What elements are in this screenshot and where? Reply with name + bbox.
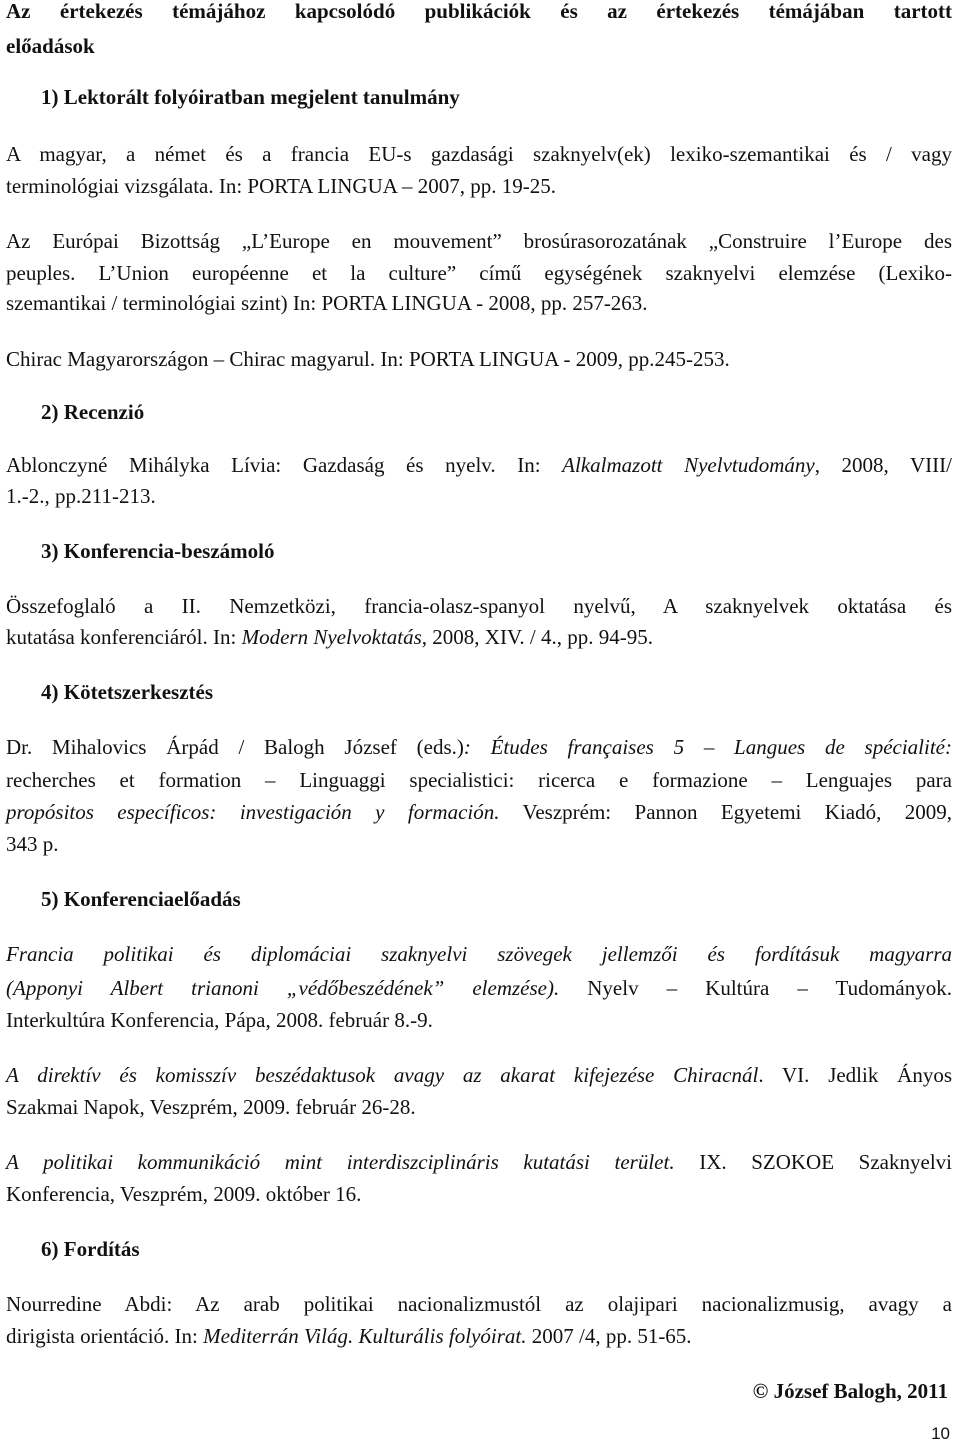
publication-2-line-2: peuples. L’Union européenne et la culture” című egységének szaknyelvi elemzése (Lexiko- (6, 261, 952, 285)
edited-volume-publisher: Veszprém: Pannon Egyetemi Kiadó, 2009, (499, 800, 952, 824)
copyright-notice: © József Balogh, 2011 (752, 1379, 948, 1403)
page-number: 10 (931, 1424, 950, 1443)
section-heading-6: 6) Fordítás (41, 1237, 140, 1261)
edited-volume-line-2: recherches et formation – Linguaggi specialistici: ricerca e formazione – Lenguajes para (6, 768, 952, 792)
review-journal-title: Alkalmazott Nyelvtudomány (562, 453, 815, 477)
translation-journal: Mediterrán Világ. Kulturális folyóirat. (203, 1324, 527, 1348)
talk-3-event: IX. SZOKOE Szaknyelvi (674, 1150, 952, 1174)
talk-1-line-2 (6, 974, 952, 1002)
edited-volume-line-4: 343 p. (6, 832, 59, 856)
review-volume: , 2008, VIII/ (814, 453, 952, 477)
section-heading-5: 5) Konferenciaelőadás (41, 887, 241, 911)
talk-1-line-1: Francia politikai és diplomáciai szaknyelvi szövegek jellemzői és fordításuk magyarra (6, 942, 952, 966)
talk-3-title: A politikai kommunikáció mint interdiszciplináris kutatási terület. (6, 1150, 675, 1174)
publication-2-line-3: szemantikai / terminológiai szint) In: PORTA LINGUA - 2008, pp. 257-263. (6, 291, 648, 315)
translation-line-1: Nourredine Abdi: Az arab politikai nacionalizmustól az olajipari nacionalizmusig, avagy a (6, 1292, 952, 1316)
talk-2-line-1 (6, 1061, 952, 1089)
review-author-title: Ablonczyné Mihályka Lívia: Gazdaság és nyelv. In: (6, 453, 563, 477)
review-line-2: 1.-2., pp.211-213. (6, 484, 156, 508)
talk-1-title-end: (Apponyi Albert trianoni „védőbeszédének” elemzése). (6, 976, 560, 1000)
edited-volume-editors: Dr. Mihalovics Árpád / Balogh József (eds.) (6, 735, 464, 759)
edited-volume-line-3 (6, 798, 952, 826)
talk-3-line-1 (6, 1148, 952, 1176)
conference-report-volume: , 2008, XIV. / 4., pp. 94-95. (421, 625, 653, 649)
section-heading-4: 4) Kötetszerkesztés (41, 680, 213, 704)
translation-line-2 (6, 1322, 952, 1350)
talk-2-line-2: Szakmai Napok, Veszprém, 2009. február 26-28. (6, 1095, 416, 1119)
conference-report-text: kutatása konferenciáról. In: (6, 625, 242, 649)
document-title-line-1: Az értekezés témájához kapcsolódó publikációk és az értekezés témájában tartott (6, 0, 952, 23)
talk-3-line-2: Konferencia, Veszprém, 2009. október 16. (6, 1182, 362, 1206)
publication-2-line-1: Az Európai Bizottság „L’Europe en mouvement” brosúrasorozatának „Construire l’Europe des (6, 229, 952, 253)
section-heading-3: 3) Konferencia-beszámoló (41, 539, 275, 563)
publication-1-line-2: terminológiai vizsgálata. In: PORTA LINGUA – 2007, pp. 19-25. (6, 174, 556, 198)
edited-volume-line-1 (6, 733, 952, 761)
publication-1-line-1: A magyar, a német és a francia EU-s gazdasági szaknyelv(ek) lexiko-szemantikai és / vagy (6, 142, 952, 166)
conference-report-line-1: Összefoglaló a II. Nemzetközi, francia-olasz-spanyol nyelvű, A szaknyelvek oktatása és (6, 594, 952, 618)
document-title-line-2: előadások (6, 34, 95, 58)
talk-2-title: A direktív és komisszív beszédaktusok avagy az akarat kifejezése Chiracnál (6, 1063, 759, 1087)
translation-text: dirigista orientáció. In: (6, 1324, 204, 1348)
talk-2-event: . VI. Jedlik Ányos (758, 1063, 952, 1087)
talk-1-event: Nyelv – Kultúra – Tudományok. (559, 976, 952, 1000)
section-heading-1: 1) Lektorált folyóiratban megjelent tanulmány (41, 85, 460, 109)
edited-volume-title-end: propósitos específicos: investigación y formación. (6, 800, 500, 824)
conference-report-journal: Modern Nyelvoktatás (241, 625, 422, 649)
talk-1-line-3: Interkultúra Konferencia, Pápa, 2008. február 8.-9. (6, 1008, 433, 1032)
conference-report-line-2 (6, 623, 952, 651)
review-line-1 (6, 451, 952, 479)
translation-volume: 2007 /4, pp. 51-65. (526, 1324, 692, 1348)
publication-3-line-1: Chirac Magyarországon – Chirac magyarul. In: PORTA LINGUA - 2009, pp.245-253. (6, 347, 730, 371)
section-heading-2: 2) Recenzió (41, 400, 145, 424)
edited-volume-title-start: : Études françaises 5 – Langues de spécialité: (463, 735, 952, 759)
